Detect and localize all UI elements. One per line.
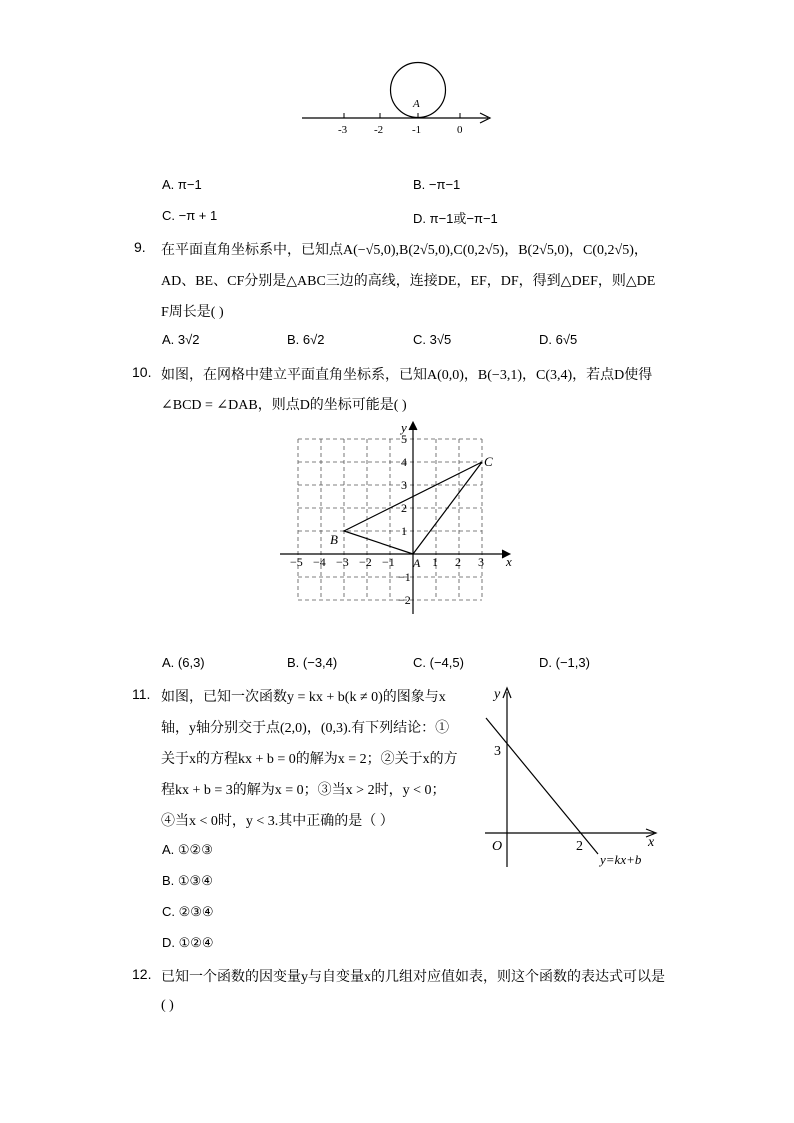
q9-option-c[interactable]: C. 3√5 — [413, 332, 452, 347]
q10-stem-line1: 如图，在网格中建立平面直角坐标系，已知A(0,0)，B(−3,1)，C(3,4)，若点D使得 — [161, 368, 653, 383]
q8-option-d[interactable]: D. π−1或−π−1 — [413, 211, 498, 226]
line-equation-label: y=kx+b — [600, 852, 642, 867]
q11-linear-function-graph — [482, 682, 662, 872]
x-tick-label: −4 — [313, 555, 326, 569]
q12-stem-line1: 已知一个函数的因变量y与自变量x的几组对应值如表，则这个函数的表达式可以是 — [161, 970, 665, 985]
q11-stem-line3: 关于x的方程kx + b = 0的解为x = 2；②关于x的方 — [161, 752, 458, 767]
q8-option-c[interactable]: C. −π + 1 — [162, 208, 218, 223]
point-a-label: A — [413, 98, 420, 110]
q9-stem-line1: 在平面直角坐标系中，已知点A(−√5,0),B(2√5,0),C(0,2√5)，B(2√5,0)，C(0,2√5)， — [161, 243, 648, 258]
q10-stem-line2: ∠BCD = ∠DAB，则点D的坐标可能是( ) — [161, 398, 407, 413]
q11-stem-line4: 程kx + b = 3的解为x = 0；③当x > 2时，y < 0； — [161, 783, 446, 798]
q11-stem-line1: 如图，已知一次函数y = kx + b(k ≠ 0)的图象与x — [161, 690, 446, 705]
point-b-label: B — [330, 532, 338, 547]
point-a-label: A — [413, 556, 421, 570]
tick-label: -3 — [338, 124, 348, 136]
q10-grid-figure — [274, 418, 524, 618]
x-tick-label: 1 — [432, 555, 438, 569]
q11-stem-line5: ④当x < 0时，y < 3.其中正确的是（ ） — [161, 814, 394, 829]
x-tick-label: 3 — [478, 555, 484, 569]
y-tick-label: 4 — [401, 455, 407, 469]
y-tick-label: −2 — [398, 593, 411, 607]
x-axis-label: x — [648, 835, 655, 850]
x-tick-label: −5 — [290, 555, 303, 569]
q9-stem-line3: F周长是( ) — [161, 305, 224, 320]
q9-number: 9. — [134, 239, 146, 255]
x-intercept-label: 2 — [576, 839, 583, 854]
q10-option-a[interactable]: A. (6,3) — [162, 655, 205, 670]
x-tick-label: 2 — [455, 555, 461, 569]
q12-number: 12. — [132, 966, 152, 982]
y-axis-label: y — [401, 420, 407, 435]
x-tick-label: −1 — [382, 555, 395, 569]
point-c-label: C — [484, 454, 493, 469]
q11-option-b[interactable]: B. ①③④ — [162, 873, 213, 888]
q8-option-a[interactable]: A. π−1 — [162, 177, 202, 192]
tick-label: 0 — [457, 124, 463, 136]
y-tick-label: 3 — [401, 478, 407, 492]
q8-option-b[interactable]: B. −π−1 — [413, 177, 461, 192]
q9-option-a[interactable]: A. 3√2 — [162, 332, 200, 347]
q11-option-a[interactable]: A. ①②③ — [162, 842, 213, 857]
q10-option-b[interactable]: B. (−3,4) — [287, 655, 338, 670]
q11-option-c[interactable]: C. ②③④ — [162, 904, 214, 919]
x-axis-label: x — [506, 554, 512, 569]
y-axis-label: y — [494, 687, 501, 702]
y-tick-label: 2 — [401, 501, 407, 515]
q12-stem-line2: ( ) — [161, 998, 174, 1013]
tick-label: -2 — [374, 124, 384, 136]
q10-option-d[interactable]: D. (−1,3) — [539, 655, 590, 670]
dashed-grid — [298, 439, 482, 600]
q11-number: 11. — [132, 686, 151, 702]
y-intercept-label: 3 — [494, 744, 501, 759]
q9-stem-line2: AD、BE、CF分别是△ABC三边的高线，连接DE，EF，DF，得到△DEF，则△DE — [161, 274, 656, 289]
q11-option-d[interactable]: D. ①②④ — [162, 935, 214, 950]
x-tick-label: −3 — [336, 555, 349, 569]
y-tick-label: 1 — [401, 524, 407, 538]
q9-option-d[interactable]: D. 6√5 — [539, 332, 578, 347]
y-tick-label: −1 — [398, 570, 411, 584]
origin-label: O — [492, 839, 503, 854]
x-tick-label: −2 — [359, 555, 372, 569]
q11-stem-line2: 轴，y轴分别交于点(2,0)，(0,3).有下列结论：① — [161, 721, 450, 736]
tick-label: -1 — [412, 124, 422, 136]
q10-option-c[interactable]: C. (−4,5) — [413, 655, 464, 670]
q10-number: 10. — [132, 364, 152, 380]
q9-option-b[interactable]: B. 6√2 — [287, 332, 325, 347]
q8-number-line-figure — [296, 58, 506, 138]
y-axis-arrow-icon — [409, 422, 417, 430]
y-tick-label: 5 — [401, 432, 407, 446]
